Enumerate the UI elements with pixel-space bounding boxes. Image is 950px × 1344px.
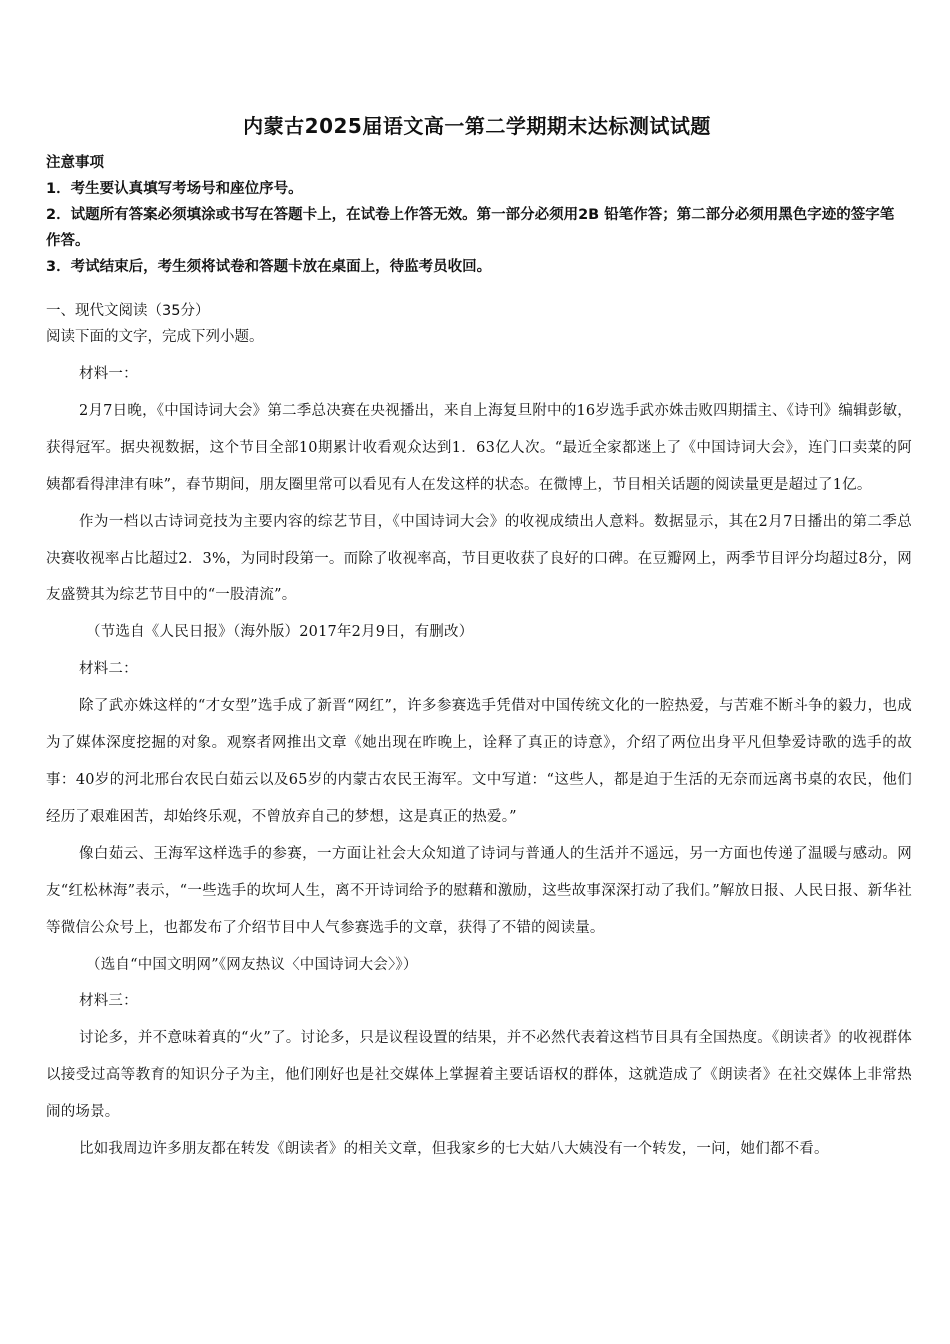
material-source: （节选自《人民日报》（海外版）2017年2月9日，有删改） — [86, 624, 474, 641]
notice-item: 2．试题所有答案必须填涂或书写在答题卡上，在试卷上作答无效。第一部分必须用2B 铅笔作答；第二部分必须用黑色字迹的签字笔作答。 — [46, 207, 895, 249]
notice-item: 1．考生要认真填写考场号和座位序号。 — [46, 181, 303, 197]
paragraph: 2月7日晚，《中国诗词大会》第二季总决赛在央视播出，来自上海复旦附中的16岁选手武亦姝击败四期擂主、《诗刊》编辑彭敏，获得冠军。据央视数据，这个节目全部10期累计收看观众达到1．63亿人次。“最近全家都迷上了《中国诗词大会》，连门口卖菜的阿姨都看得津津有味”，春节期间，朋友圈里常可以看见有人在发这样的状态。在微博上，节目相关话题的阅读量更是超过了1亿。 — [46, 402, 912, 493]
section-title: 一、现代文阅读（35分） — [46, 303, 210, 319]
paragraph: 像白茹云、王海军这样选手的参赛，一方面让社会大众知道了诗词与普通人的生活并不遥远，另一方面也传递了温暖与感动。网友“红松林海”表示，“一些选手的坎坷人生，离不开诗词给予的慰藉和激励，这些故事深深打动了我们。”解放日报、人民日报、新华社等微信公众号上，也都发布了介绍节目中人气参赛选手的文章，获得了不错的阅读量。 — [46, 845, 912, 936]
section-instruction: 阅读下面的文字，完成下列小题。 — [46, 329, 264, 345]
reading-material — [46, 356, 912, 1168]
paragraph: 比如我周边许多朋友都在转发《朗读者》的相关文章，但我家乡的七大姑八大姨没有一个转发，一问，她们都不看。 — [79, 1141, 829, 1158]
paragraph: 除了武亦姝这样的“才女型”选手成了新晋“网红”，许多参赛选手凭借对中国传统文化的一腔热爱，与苦难不断斗争的毅力，也成为了媒体深度挖掘的对象。观察者网推出文章《她出现在昨晚上，诠释了真正的诗意》，介绍了两位出身平凡但挚爱诗歌的选手的故事：40岁的河北邢台农民白茹云以及65岁的内蒙古农民王海军。文中写道：“这些人，都是迫于生活的无奈而远离书桌的农民，他们经历了艰难困苦，却始终乐观，不曾放弃自己的梦想，这是真正的热爱。” — [46, 698, 912, 825]
material-label: 材料二： — [79, 661, 138, 678]
notice-item: 3．考试结束后，考生须将试卷和答题卡放在桌面上，待监考员收回。 — [46, 259, 492, 275]
material-label: 材料一： — [79, 366, 138, 382]
material-label: 材料三： — [79, 993, 138, 1010]
page-title: 内蒙古2025届语文高一第二学期期末达标测试试题 — [243, 114, 711, 138]
notice-block — [46, 150, 908, 280]
section-header — [46, 298, 908, 350]
material-source: （选自“中国文明网”《网友热议〈中国诗词大会〉》） — [86, 956, 418, 973]
notice-heading: 注意事项 — [46, 155, 104, 171]
paragraph: 讨论多，并不意味着真的“火”了。讨论多，只是议程设置的结果，并不必然代表着这档节目具有全国热度。《朗读者》的收视群体以接受过高等教育的知识分子为主，他们刚好也是社交媒体上掌握着主要话语权的群体，这就造成了《朗读者》在社交媒体上非常热闹的场景。 — [46, 1030, 912, 1121]
paragraph: 作为一档以古诗词竞技为主要内容的综艺节目，《中国诗词大会》的收视成绩出人意料。数据显示，其在2月7日播出的第二季总决赛收视率占比超过2．3%，为同时段第一。而除了收视率高，节目更收获了良好的口碑。在豆瓣网上，两季节目评分均超过8分，网友盛赞其为综艺节目中的“一股清流”。 — [46, 513, 912, 604]
